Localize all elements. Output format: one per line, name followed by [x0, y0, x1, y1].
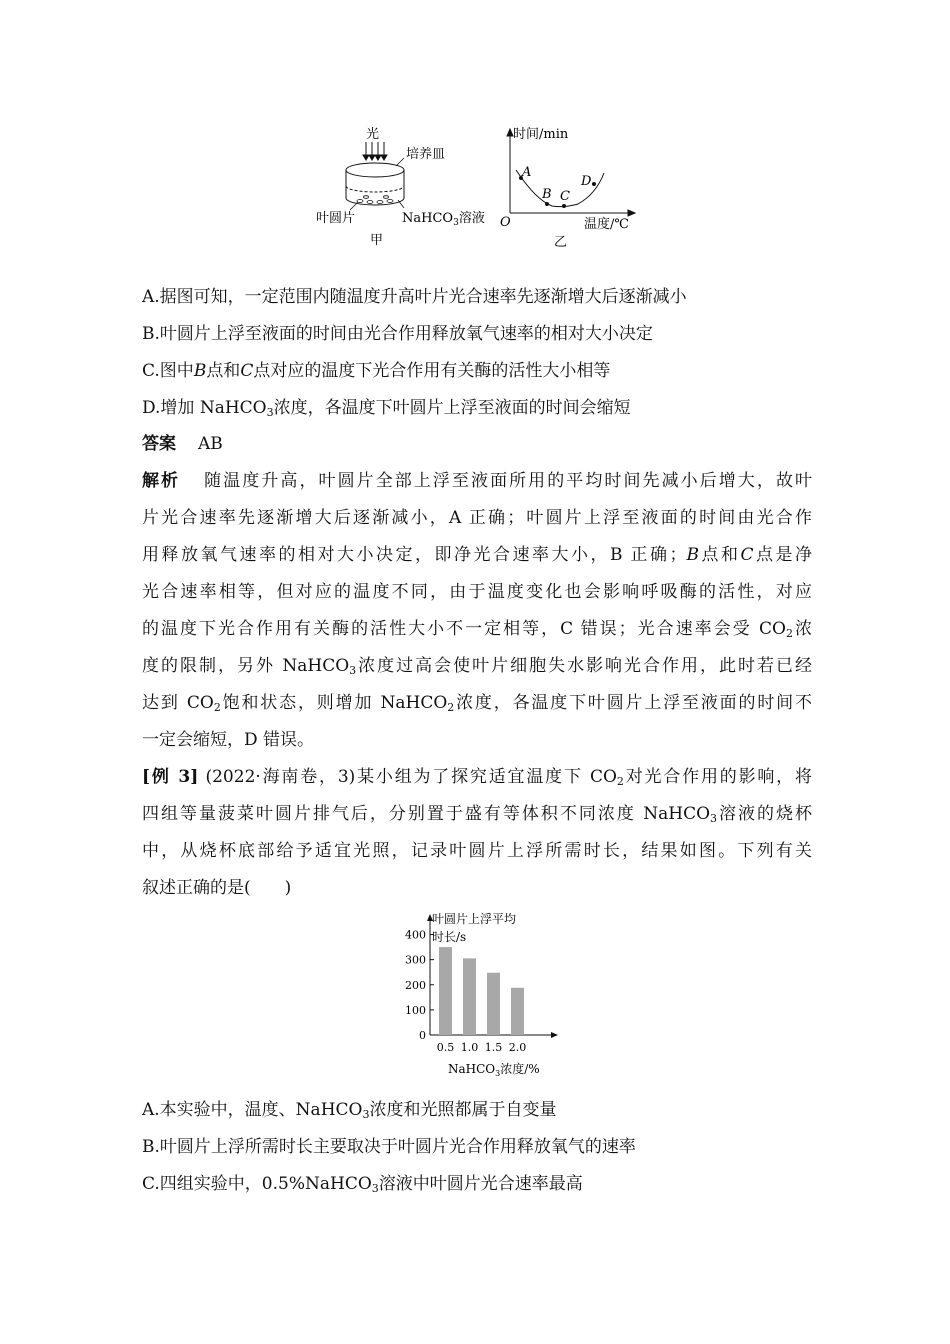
- q3-stem-line-2: 四组等量菠菜叶圆片排气后，分别置于盛有等体积不同浓度 NaHCO$_3$溶液的烧杯: [142, 804, 813, 825]
- curve-origin: O: [500, 215, 511, 230]
- q3-label: [例 3]: [142, 767, 199, 787]
- chart-xlabel: NaHCO$_3$浓度/%: [448, 1062, 540, 1078]
- q2-answer: [142, 432, 812, 456]
- chart-y-tick-label: 100: [405, 1003, 426, 1017]
- q3-option-b: B.叶圆片上浮所需时长主要取决于叶圆片光合作用释放氧气的速率: [142, 1137, 636, 1157]
- point-d-label: D: [581, 174, 592, 189]
- figure-apparatus-and-curve: [300, 118, 650, 258]
- curve-y-axis-label: 时间/min: [513, 127, 569, 142]
- chart-bar: [511, 988, 524, 1035]
- q3-stem-line-4: 叙述正确的是( ): [142, 878, 292, 898]
- point-b-label: B: [542, 187, 552, 202]
- analysis-line-6: 度的限制，另外 NaHCO$_3$浓度过高会使叶片细胞失水影响光合作用，此时若已经: [142, 656, 812, 677]
- figure-left-caption: 甲: [370, 233, 384, 248]
- q2-option-c: C.图中B点和C点对应的温度下光合作用有关酶的活性大小相等: [142, 361, 611, 381]
- q2-option-a: A.据图可知，一定范围内随温度升高叶片光合速率先逐渐增大后逐渐减小: [142, 287, 687, 307]
- answer-label: 答案: [142, 434, 176, 454]
- analysis-line-2: 片光合速率先逐渐增大后逐渐减小，A 正确；叶圆片上浮至液面的时间由光合作: [142, 508, 812, 528]
- chart-x-tick-label: 0.5: [436, 1041, 455, 1054]
- dish-label: 培养皿: [406, 147, 446, 162]
- analysis-line-3: 用释放氧气速率的相对大小决定，即净光合速率大小，B 正确；B点和C点是净: [142, 545, 813, 565]
- chart-x-tick-label: 1.0: [460, 1041, 479, 1054]
- culture-dish: [346, 163, 404, 205]
- figure-right-caption: 乙: [554, 235, 568, 250]
- analysis-line-5: 的温度下光合作用有关酶的活性大小不一定相等，C 错误；光合速率会受 $CO_2$浓: [142, 619, 813, 640]
- chart-ylabel-line1: 叶圆片上浮平均: [432, 912, 517, 926]
- leaf-discs: [357, 196, 393, 204]
- chart-x-ticks: [437, 1041, 527, 1054]
- analysis-line-8: 一定会缩短，D 错误。: [142, 730, 315, 750]
- q2-option-d: D.增加 NaHCO$_3$浓度，各温度下叶圆片上浮至液面的时间会缩短: [142, 398, 631, 419]
- chart-bar: [463, 958, 476, 1035]
- q3-option-a: A.本实验中，温度、NaHCO$_3$浓度和光照都属于自变量: [142, 1100, 557, 1121]
- solution-label: NaHCO$_3$溶液: [402, 211, 485, 228]
- light-arrows: [363, 142, 387, 160]
- answer-value: AB: [198, 434, 223, 454]
- chart-ylabel-line2: 时长/s: [432, 930, 467, 944]
- leaf-disc-label: 叶圆片: [316, 211, 356, 226]
- chart-x-arrow: [551, 1032, 558, 1038]
- chart-y-tick-label: 400: [405, 928, 426, 942]
- dish-leader: [396, 158, 404, 166]
- analysis-line-7: 达到 $CO_2$饱和状态，则增加 NaHCO$_2$浓度，各温度下叶圆片上浮至液面的时间不: [142, 693, 812, 714]
- q3-option-c: C.四组实验中，0.5%NaHCO$_3$溶液中叶圆片光合速率最高: [142, 1174, 583, 1195]
- chart-bar: [439, 947, 452, 1035]
- analysis-line-4: 光合速率相等，但对应的温度不同，由于温度变化也会影响呼吸酶的活性，对应: [142, 582, 812, 602]
- q3-stem-line-1: [例 3] (2022·海南卷，3)某小组为了探究适宜温度下 $CO_2$对光合作用的影响，将: [142, 767, 812, 788]
- analysis-label: 解析: [142, 471, 181, 491]
- chart-x-tick-label: 1.5: [484, 1041, 503, 1054]
- chart-bar: [487, 973, 500, 1035]
- point-a-label: A: [522, 165, 532, 180]
- curve-x-axis-label: 温度/℃: [584, 217, 629, 232]
- q2-option-b: B.叶圆片上浮至液面的时间由光合作用释放氧气速率的相对大小决定: [142, 324, 653, 344]
- chart-x-tick-label: 2.0: [508, 1041, 527, 1054]
- chart-y-tick-label: 0: [419, 1029, 426, 1042]
- q3-stem-line-3: 中，从烧杯底部给予适宜光照，记录叶圆片上浮所需时长，结果如图。下列有关: [142, 841, 812, 861]
- chart-bars: [439, 947, 524, 1035]
- light-label: 光: [366, 127, 380, 142]
- chart-y-tick-label: 200: [405, 978, 426, 992]
- bar-chart: [390, 905, 570, 1080]
- chart-y-tick-label: 300: [405, 953, 426, 967]
- point-c-label: C: [560, 189, 570, 204]
- analysis-line-1: 解析 随温度升高，叶圆片全部上浮至液面所用的平均时间先减小后增大，故叶: [142, 471, 813, 491]
